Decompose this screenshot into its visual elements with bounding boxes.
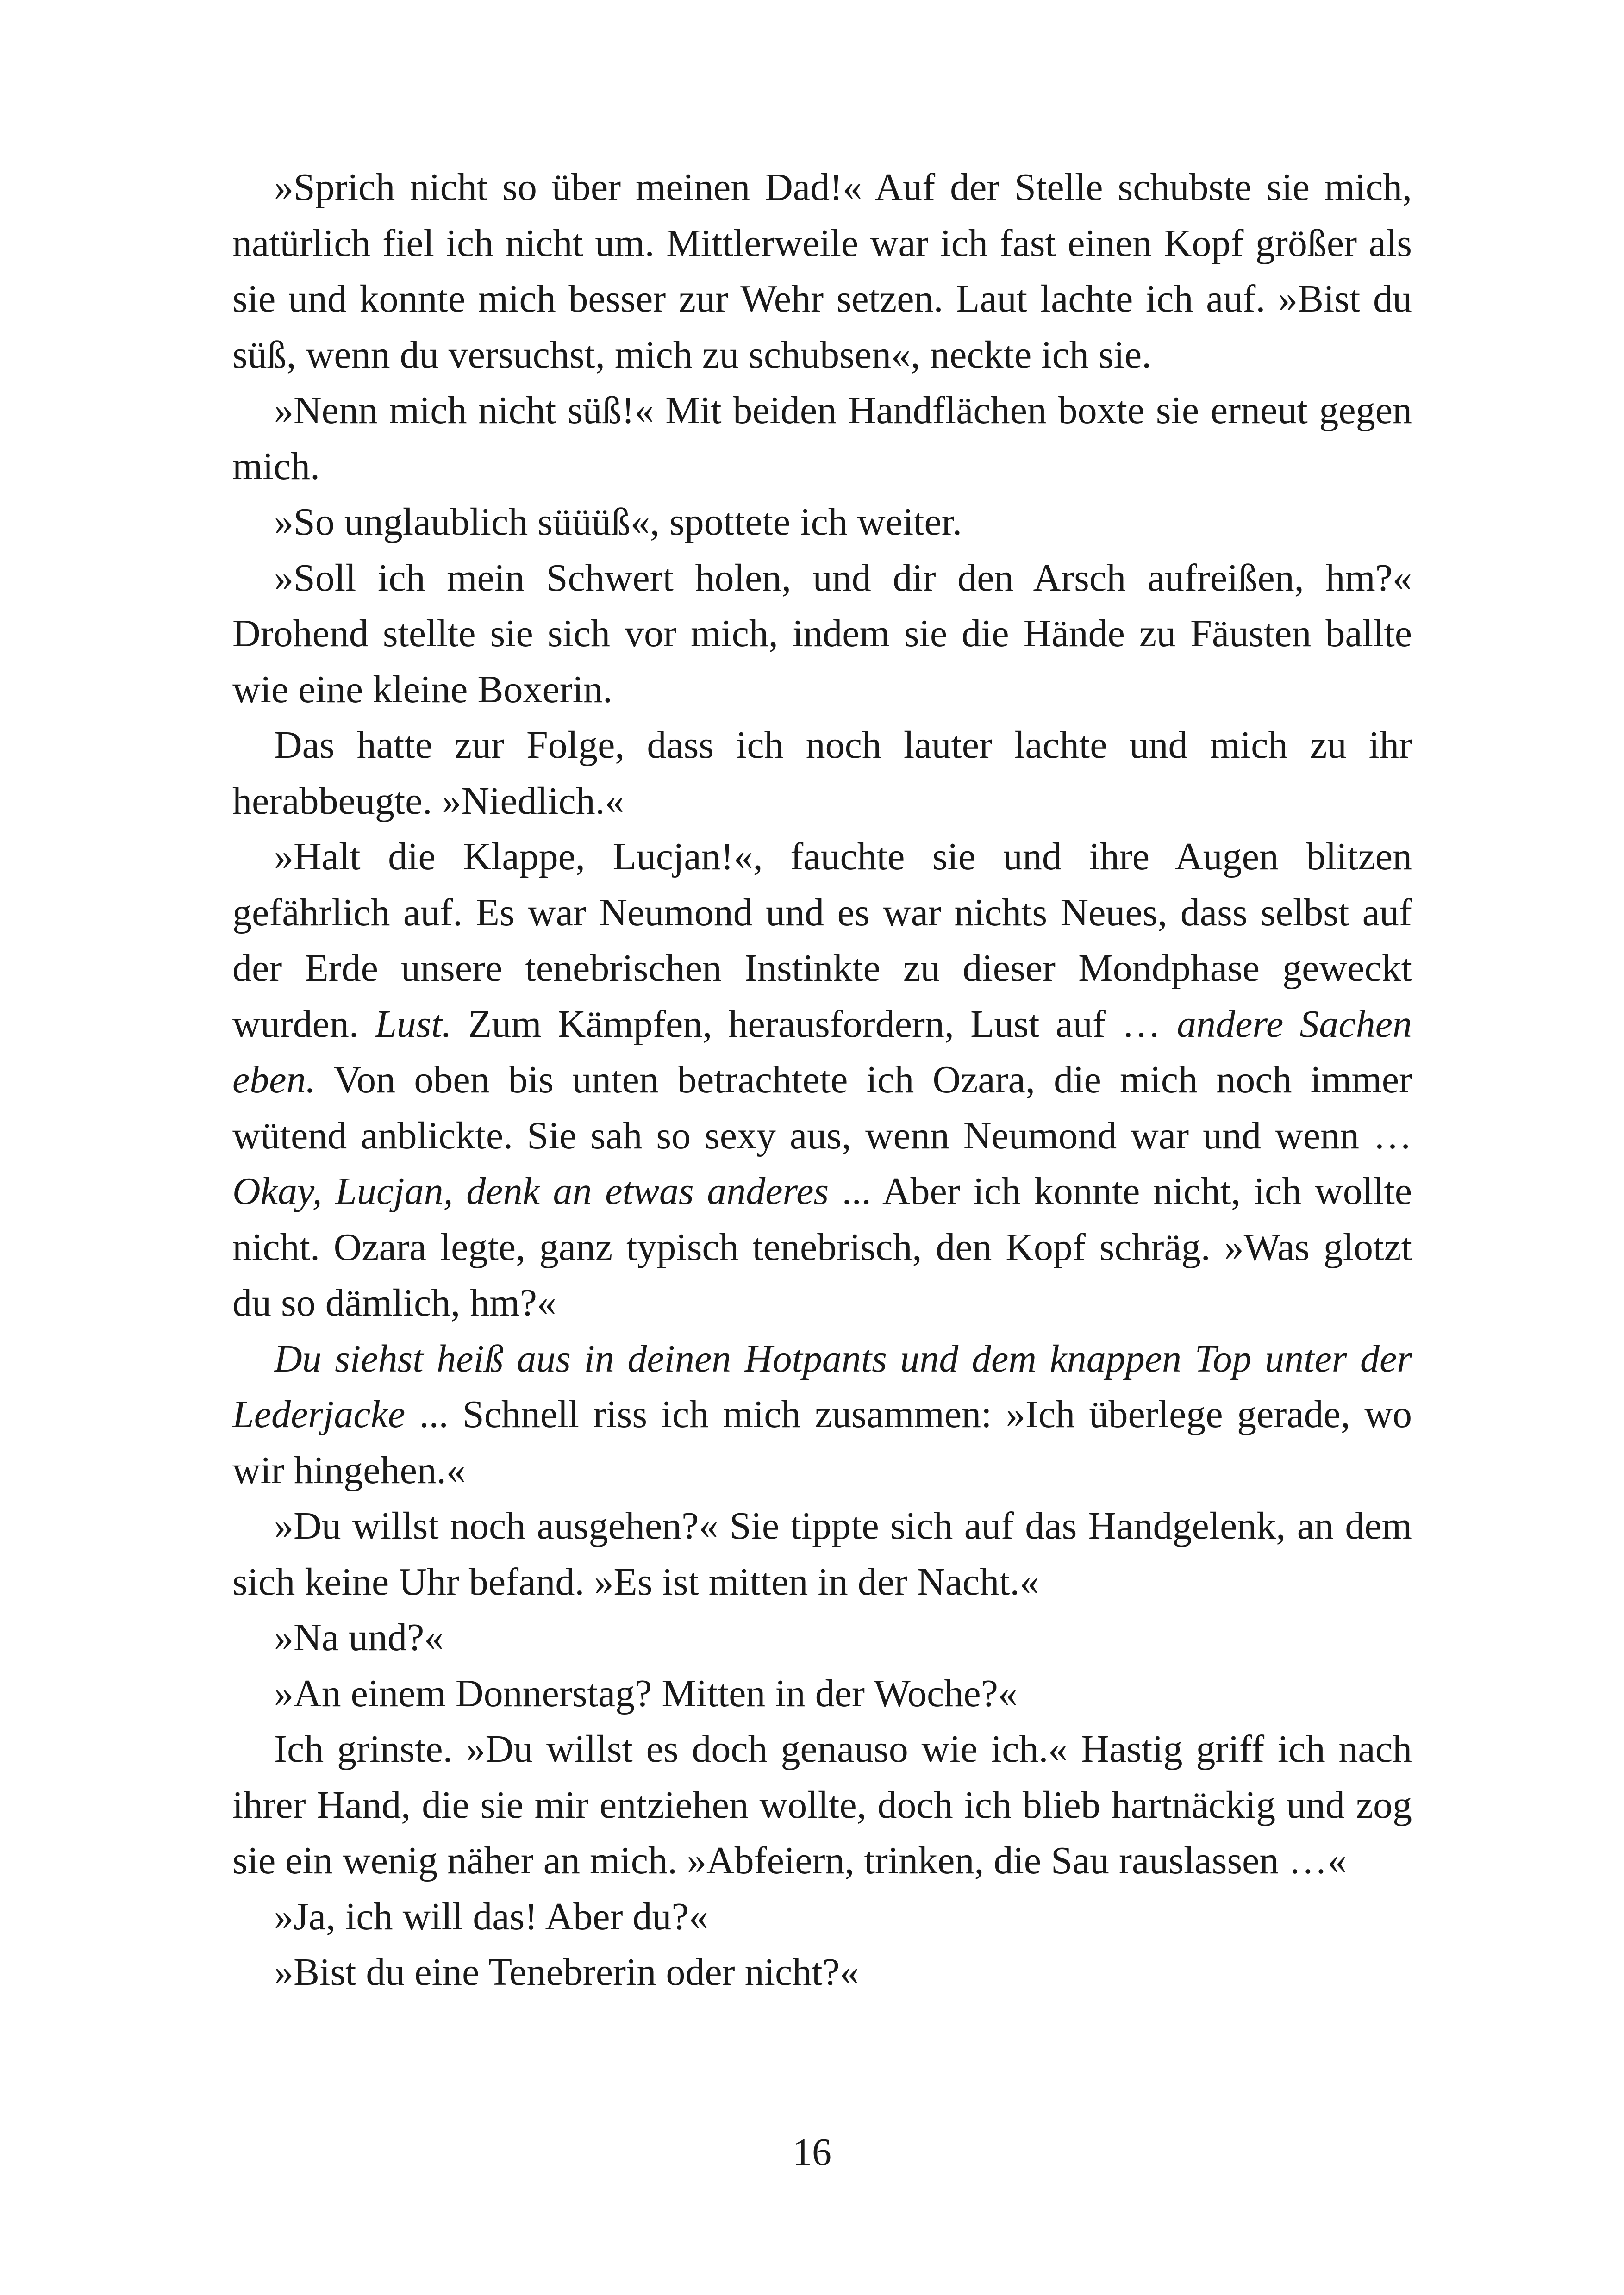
text-segment: »Nenn mich nicht süß!« Mit beiden Handflächen boxte sie erneut gegen mich.	[232, 389, 1412, 488]
paragraph	[232, 383, 1412, 494]
text-segment: Von oben bis unten betrachtete ich Ozara, die mich noch immer wütend anblickte. Sie sah so sexy aus, wenn Neumond war und wenn …	[232, 1058, 1412, 1157]
paragraph	[232, 160, 1412, 383]
text-segment: ... Aber ich konnte nicht, ich wollte nicht. Ozara legte, ganz typisch tenebrisch, den Kopf schräg. »Was glotzt du so dämlich, hm?«	[232, 1170, 1412, 1324]
text-segment: »Na und?«	[274, 1616, 444, 1659]
paragraph	[232, 717, 1412, 829]
text-segment: »Bist du eine Tenebrerin oder nicht?«	[274, 1951, 859, 1994]
text-segment: ... Schnell riss ich mich zusammen: »Ich überlege gerade, wo wir hingehen.«	[232, 1393, 1412, 1492]
paragraph	[232, 494, 1412, 550]
text-segment: »So unglaublich süüüß«, spottete ich weiter.	[274, 500, 962, 543]
italic-text: Okay, Lucjan, denk an etwas anderes	[232, 1170, 829, 1213]
text-segment: »Sprich nicht so über meinen Dad!« Auf der Stelle schubste sie mich, natürlich fiel ich nicht um. Mittlerweile war ich fast einen Kopf größer als sie und konnte mich besser zur Wehr setzen. Laut lachte ich auf. »Bist du süß, wenn du versuchst, mich zu schubsen«, neckte ich sie.	[232, 166, 1412, 376]
paragraph	[232, 1721, 1412, 1889]
text-segment: »Halt die Klappe, Lucjan!«, fauchte sie und ihre Augen blitzen gefährlich auf. Es war Neumond und es war nichts Neues, dass selbst auf der Erde unsere tenebrischen Instinkte zu dieser Mondphase geweckt wurden.	[232, 835, 1412, 1046]
text-segment: »Ja, ich will das! Aber du?«	[274, 1895, 708, 1938]
italic-text: andere Sachen eben.	[232, 1002, 1412, 1101]
body-text	[232, 160, 1412, 2001]
paragraph	[232, 1666, 1412, 1722]
text-segment: Ich grinste. »Du willst es doch genauso wie ich.« Hastig griff ich nach ihrer Hand, die sie mir entziehen wollte, doch ich blieb hartnäckig und zog sie ein wenig näher an mich. »Abfeiern, trinken, die Sau rauslassen …«	[232, 1727, 1412, 1882]
paragraph	[232, 1945, 1412, 2001]
text-segment: Das hatte zur Folge, dass ich noch lauter lachte und mich zu ihr herabbeugte. »Niedlich.«	[232, 723, 1412, 823]
text-segment: Zum Kämpfen, herausfordern, Lust auf …	[451, 1002, 1177, 1046]
text-segment: »Du willst noch ausgehen?« Sie tippte sich auf das Handgelenk, an dem sich keine Uhr befand. »Es ist mitten in der Nacht.«	[232, 1504, 1412, 1603]
page-number: 16	[793, 2131, 831, 2174]
paragraph	[232, 829, 1412, 1331]
paragraph	[232, 1889, 1412, 1945]
text-segment: »Soll ich mein Schwert holen, und dir den Arsch aufreißen, hm?« Drohend stellte sie sich vor mich, indem sie die Hände zu Fäusten ballte wie eine kleine Boxerin.	[232, 556, 1412, 711]
paragraph	[232, 1498, 1412, 1610]
italic-text: Lust.	[375, 1002, 452, 1046]
text-segment: »An einem Donnerstag? Mitten in der Woche?«	[274, 1671, 1018, 1715]
paragraph	[232, 550, 1412, 718]
paragraph	[232, 1610, 1412, 1666]
paragraph	[232, 1331, 1412, 1499]
italic-text: Du siehst heiß aus in deinen Hotpants und dem knappen Top unter der Lederjacke	[232, 1337, 1412, 1436]
